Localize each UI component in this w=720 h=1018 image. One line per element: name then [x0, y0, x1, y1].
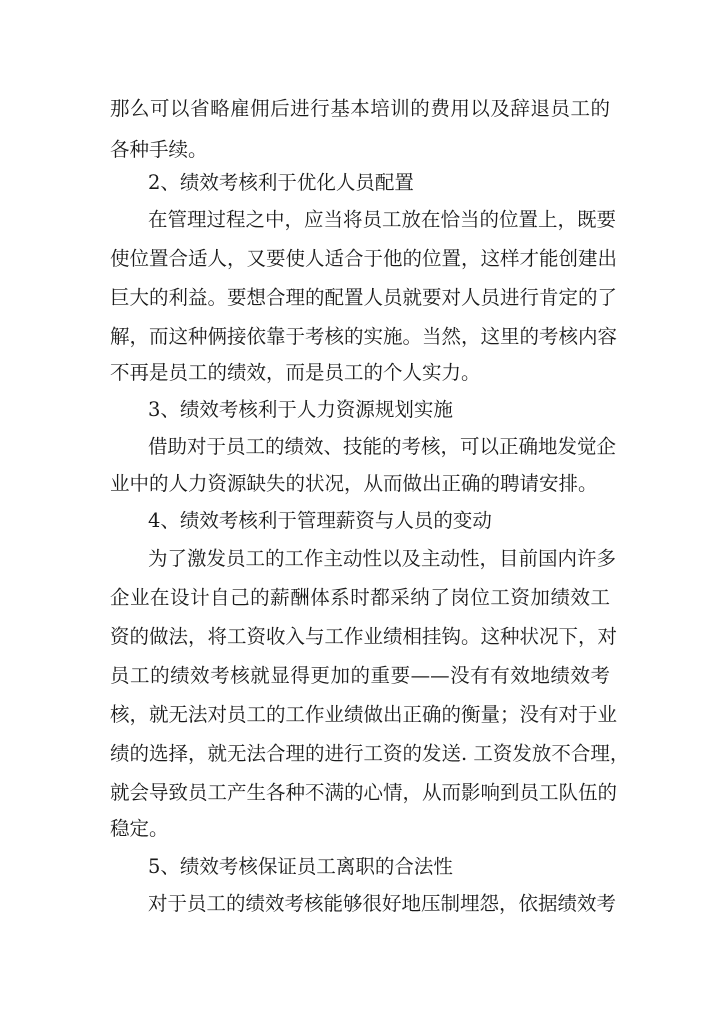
text-line-5: 使位置合适人，又要使人适合于他的位置，这样才能创建出 [110, 247, 618, 270]
section-heading-5: 5、绩效考核保证员工离职的合法性 [148, 855, 453, 878]
text-line-4: 在管理过程之中，应当将员工放在恰当的位置上，既要 [148, 208, 617, 231]
text-line-13: 为了激发员工的工作主动性以及主动性，目前国内许多 [148, 547, 617, 570]
text-line-14: 企业在设计自己的薪酬体系时都采纳了岗位工资加绩效工 [110, 586, 610, 609]
text-line-11: 业中的人力资源缺失的状况，从而做出正确的聘请安排。 [110, 472, 598, 495]
text-line-1: 那么可以省略雇佣后进行基本培训的费用以及辞退员工的 [110, 97, 610, 120]
text-line-6: 巨大的利益。要想合理的配置人员就要对人员进行肯定的了 [110, 286, 618, 309]
text-line-18: 绩的选择，就无法合理的进行工资的发送. 工资发放不合理， [110, 742, 630, 765]
section-heading-2: 2、绩效考核利于优化人员配置 [148, 171, 414, 194]
text-line-22: 对于员工的绩效考核能够很好地压制埋怨，依据绩效考 [148, 892, 617, 915]
text-line-7: 解，而这种俩接依靠于考核的实施。当然，这里的考核内容 [110, 325, 618, 348]
text-line-15: 资的做法，将工资收入与工作业绩相挂钩。这种状况下，对 [110, 625, 618, 648]
text-line-20: 稳定。 [110, 817, 169, 840]
text-line-19: 就会导致员工产生各种不满的心情，从而影响到员工队伍的 [110, 781, 618, 804]
section-heading-3: 3、绩效考核利于人力资源规划实施 [148, 398, 453, 421]
text-line-10: 借助对于员工的绩效、技能的考核，可以正确地发觉企 [148, 435, 617, 458]
text-line-16: 员工的绩效考核就显得更加的重要——没有有效地绩效考 [110, 664, 610, 687]
text-line-17: 核，就无法对员工的工作业绩做出正确的衡量；没有对于业 [110, 703, 618, 726]
text-line-8: 不再是员工的绩效，而是员工的个人实力。 [110, 361, 481, 384]
section-heading-4: 4、绩效考核利于管理薪资与人员的变动 [148, 509, 492, 532]
text-line-2: 各种手续。 [110, 138, 208, 161]
